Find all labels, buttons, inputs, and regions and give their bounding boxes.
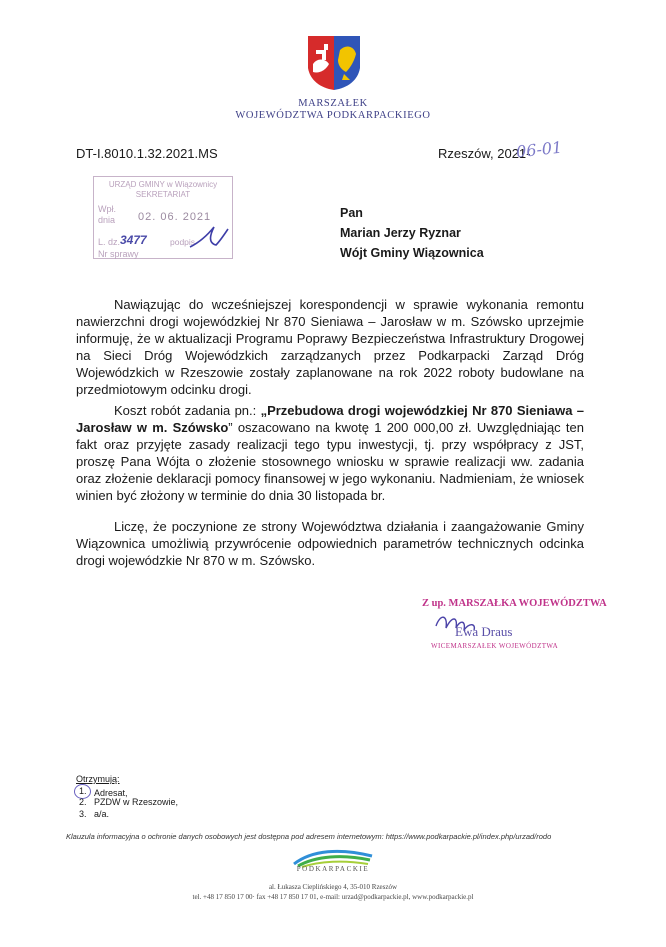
coat-of-arms-icon <box>306 34 362 94</box>
recipient-item: PZDW w Rzeszowie, <box>94 797 179 807</box>
stamp-dnia-label: dnia <box>98 215 116 225</box>
data-protection-clause: Klauzula informacyjna o ochronie danych osobowych jest dostępna pod adresem internetowym: https://www.podkarpackie.pl/index.php/urzad/rodo <box>66 832 552 841</box>
project-name: „Przebudowa drogi wojewódzkiej Nr 870 Sieniawa – Jarosław w m. Szówsko <box>76 403 584 435</box>
place-date: Rzeszów, 2021- <box>438 146 531 161</box>
stamp-signature-icon <box>186 221 232 251</box>
paragraph-2-rest: ” oszacowano na kwotę 1 200 000,00 zł. Uwzględniając ten fakt oraz przyjęte zasady realizacji tego typu inwestycji, tj. przy współpracy z JST, proszę Pana Wójta o złożenie stosownego wniosku w sprawie realizacji ww. zadania oraz złożenie deklaracji pomocy finansowej w jego wykonaniu. Nadmieniam, że wniosek winien być złożony w terminie do dnia 30 listopada br. <box>76 420 584 503</box>
stamp-office: URZĄD GMINY w Wiązownicy <box>108 180 218 189</box>
handwritten-date: 06-01 <box>515 137 563 162</box>
stamp-date: 02. 06. 2021 <box>138 211 212 223</box>
registry-stamp <box>93 176 233 259</box>
recipient-item: Adresat, <box>94 788 128 798</box>
recipient-item: a/a. <box>94 809 110 819</box>
addressee-name: Marian Jerzy Ryznar <box>340 226 461 240</box>
recipient-number: 1. <box>79 786 87 796</box>
paragraph-2-intro: Koszt robót zadania pn.: <box>114 403 261 418</box>
institution-title-line2: WOJEWÓDZTWA PODKARPACKIEGO <box>235 110 431 121</box>
signatory-role: WICEMARSZAŁEK WOJEWÓDZTWA <box>431 642 559 650</box>
signatory-name: Ewa Draus <box>455 624 513 639</box>
recipients-heading: Otrzymują: <box>76 774 120 784</box>
addressee-title: Wójt Gminy Wiązownica <box>340 246 484 260</box>
body-paragraph-2 <box>76 402 584 504</box>
recipient-number: 3. <box>79 809 87 819</box>
body-paragraph-3: Liczę, że poczynione ze strony Województwa działania i zaangażowanie Gminy Wiązownica umożliwią przywrócenie odpowiednich parametrów technicznych odcinka drogi wojewódzkie Nr 870 w m. Szówsko. <box>76 519 584 568</box>
stamp-number: 3477 <box>120 233 147 247</box>
stamp-wpl-label: Wpł. <box>98 204 116 214</box>
reference-number: DT-I.8010.1.32.2021.MS <box>76 146 218 161</box>
recipient-number: 2. <box>79 797 87 807</box>
brand-wordmark: PODKARPACKIE <box>296 865 370 873</box>
stamp-nr-label: Nr sprawy <box>98 249 139 259</box>
institution-title-line1: MARSZAŁEK <box>298 98 368 109</box>
footer-address: al. Łukasza Cieplińskiego 4, 35-010 Rzeszów <box>268 883 398 891</box>
signature-on-behalf: Z up. MARSZAŁKA WOJEWÓDZTWA <box>422 598 607 609</box>
stamp-podpis-label: podpis <box>170 237 196 247</box>
body-paragraph-1: Nawiązując do wcześniejszej korespondencji w sprawie wykonania remontu nawierzchni drogi wojewódzkiej Nr 870 Sieniawa – Jarosław w m. Szówsko uprzejmie informuję, że w aktualizacji Programu Poprawy Bezpieczeństwa Infrastruktury Drogowej na Sieci Dróg Wojewódzkich zarządzanych przez Podkarpacki Zarząd Dróg Wojewódzkich w Rzeszowie zostały zaplanowane na rok 2022 roboty budowlane na przedmiotowym odcinku drogi. <box>76 297 584 397</box>
stamp-department: SEKRETARIAT <box>135 190 191 199</box>
addressee-salutation: Pan <box>340 206 363 220</box>
stamp-ldz-label: L. dz. <box>98 237 121 247</box>
footer-contact: tel. +48 17 850 17 00· fax +48 17 850 17 01, e-mail: urzad@podkarpackie.pl, www.podkarpackie.pl <box>192 893 474 901</box>
